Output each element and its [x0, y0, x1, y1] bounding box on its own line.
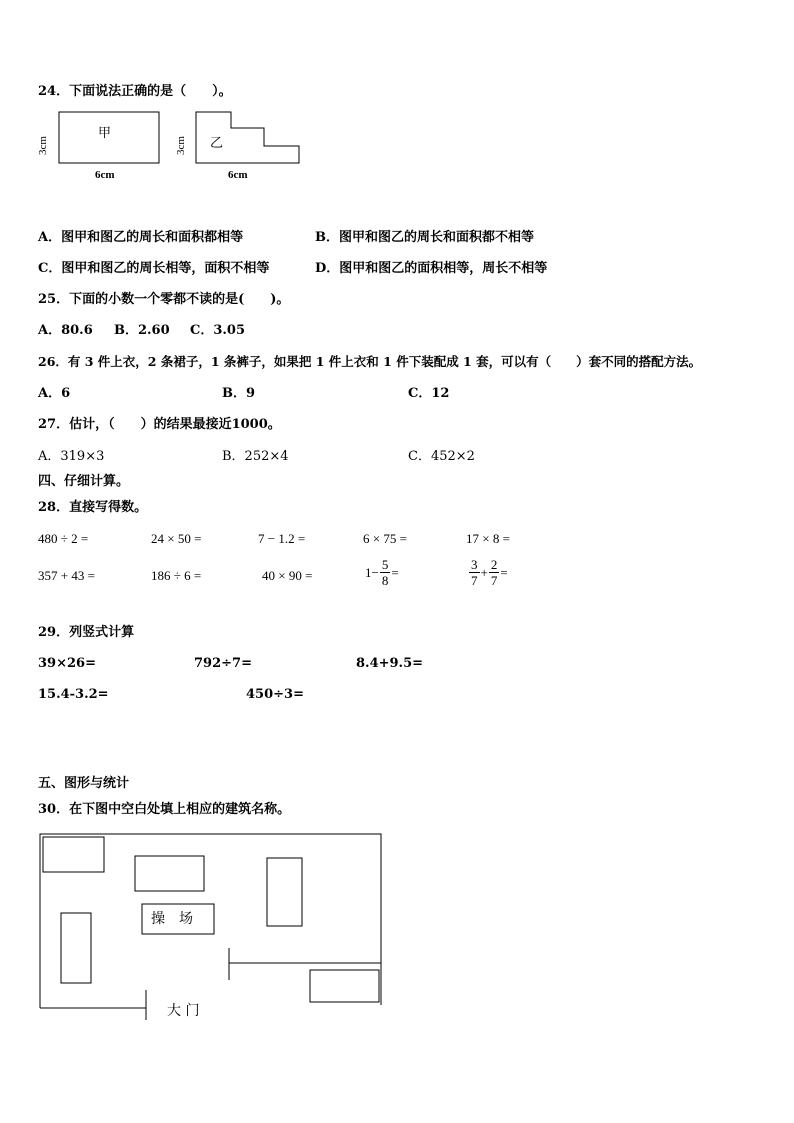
fig-yi-label: 乙 [210, 136, 224, 151]
q28-item-2: 24 × 50 = [151, 531, 202, 546]
q28-item-4: 6 × 75 = [363, 531, 407, 546]
q27-option-c: C．452×2 [408, 449, 475, 464]
frac2-n1: 3 [471, 557, 478, 572]
section-5-title: 五、图形与统计 [38, 776, 130, 791]
q28-item-7: 186 ÷ 6 = [151, 568, 202, 583]
q29-stem: 29．列竖式计算 [38, 625, 135, 640]
q24-option-b: B．图甲和图乙的周长和面积都不相等 [315, 230, 534, 245]
q28-item-1: 480 ÷ 2 = [38, 531, 89, 546]
building-bottom-right [310, 970, 379, 1002]
gate-label: 大 门 [167, 1003, 200, 1019]
q26-stem: 26．有 3 件上衣，2 条裙子，1 条裤子，如果把 1 件上衣和 1 件下装配成 1 套，可以有（ ）套不同的搭配方法。 [38, 354, 702, 369]
fig-jia-label: 甲 [98, 126, 112, 141]
section-4-title: 四、仔细计算。 [38, 474, 130, 489]
q25-option-a: A．80.6 [38, 323, 93, 338]
q25-option-b: B．2.60 [114, 323, 170, 338]
frac1-den: 8 [381, 573, 389, 588]
q27-option-b: B．252×4 [222, 449, 289, 464]
q24-option-d: D．图甲和图乙的面积相等，周长不相等 [315, 261, 548, 276]
q27-stem: 27．估计，（ ）的结果最接近1000。 [38, 417, 281, 432]
fig-jia-height: 3cm [36, 136, 49, 155]
frac1-eq: = [391, 564, 399, 580]
fig-jia-width: 6cm [95, 169, 115, 181]
q26-option-c: C．12 [408, 386, 450, 401]
frac1-whole: 1− [365, 564, 379, 580]
q28-item-5: 17 × 8 = [466, 531, 510, 546]
building-top-center [135, 856, 204, 891]
q24-option-a: A．图甲和图乙的周长和面积都相等 [38, 230, 244, 245]
frac2-eq: = [500, 564, 508, 580]
frac1-num: 5 [381, 557, 389, 572]
q25-option-c: C．3.05 [190, 323, 246, 338]
q29-item-1: 39×26= [38, 656, 96, 671]
q28-item-3: 7 − 1.2 = [258, 531, 306, 546]
q28-item-8: 40 × 90 = [262, 568, 313, 583]
q25-stem: 25．下面的小数一个零都不读的是( )。 [38, 292, 290, 307]
frac2-n2: 2 [490, 557, 498, 572]
q27-option-a: A．319×3 [38, 449, 105, 464]
q29-item-4: 15.4-3.2= [38, 687, 109, 702]
q29-item-2: 792÷7= [194, 656, 252, 671]
frac2-d2: 7 [490, 573, 498, 588]
fig-yi-height: 3cm [174, 136, 187, 155]
q26-option-a: A．6 [38, 386, 71, 401]
building-right-tall [267, 858, 302, 926]
q30-stem: 30．在下图中空白处填上相应的建筑名称。 [38, 802, 291, 817]
q24-stem: 24．下面说法正确的是（ ）。 [38, 84, 232, 99]
frac2-op: + [480, 564, 488, 580]
building-top-left [43, 837, 104, 872]
q28-item-6: 357 + 43 = [38, 568, 95, 583]
q28-stem: 28．直接写得数。 [38, 500, 148, 515]
q29-item-5: 450÷3= [246, 687, 304, 702]
fig-yi-width: 6cm [228, 169, 248, 181]
q24-option-c: C．图甲和图乙的周长相等，面积不相等 [38, 261, 270, 276]
q26-option-b: B．9 [222, 386, 256, 401]
playground-label: 操 场 [151, 911, 193, 927]
frac2-d1: 7 [471, 573, 478, 588]
building-left-tall [61, 913, 91, 983]
q29-item-3: 8.4+9.5= [356, 656, 424, 671]
